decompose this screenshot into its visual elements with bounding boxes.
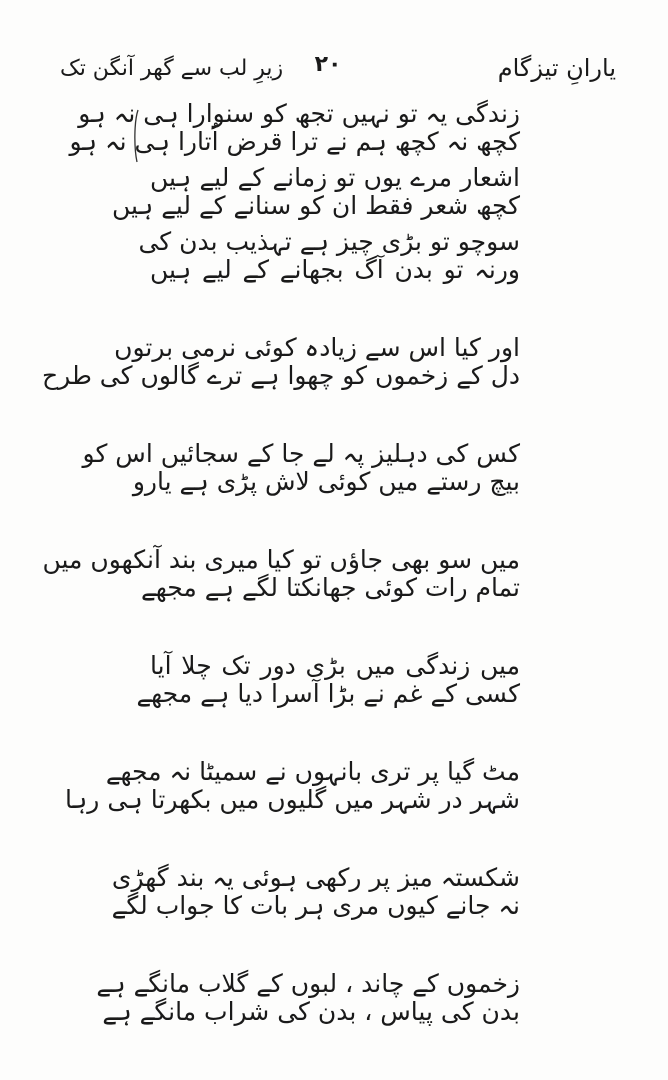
verse-line: زندگی یہ تو نہیں تجھ کو سنوارا ہی نہ ہو	[78, 99, 520, 128]
verse-line: میں زندگی میں بڑی دور تک چلا آیا	[150, 651, 520, 680]
verse-line: بیچ رستے میں کوئی لاش پڑی ہے یارو	[132, 467, 520, 496]
verse-line: زخموں کے چاند ، لبوں کے گلاب مانگے ہے	[96, 969, 520, 998]
poem-body	[42, 99, 520, 1026]
couplet	[82, 439, 520, 496]
couplet	[111, 863, 520, 920]
verse-line: سوچو تو بڑی چیز ہے تہذیب بدن کی	[138, 227, 520, 256]
verse-line: تمام رات کوئی جھانکتا لگے ہے مجھے	[141, 573, 520, 602]
page-number: ۲۰	[314, 52, 342, 77]
couplet	[136, 651, 520, 708]
couplet	[138, 227, 520, 284]
couplet	[65, 757, 520, 814]
verse-line: کس کی دہلیز پہ لے جا کے سجائیں اس کو	[82, 439, 520, 468]
couplet	[96, 969, 520, 1026]
verse-line: مٹ گیا پر تری بانہوں نے سمیٹا نہ مجھے	[105, 757, 520, 786]
verse-line: کچھ نہ کچھ ہم نے ترا قرض اُتارا ہی نہ ہو	[69, 127, 520, 156]
couplet	[42, 333, 520, 390]
poem-title: زیرِ لب سے گھر آنگن تک	[60, 56, 284, 81]
page-header	[60, 52, 616, 92]
book-title: یارانِ تیزگام	[497, 54, 616, 82]
verse-line: بدن کی پیاس ، بدن کی شراب مانگے ہے	[102, 997, 520, 1026]
verse-line: اور کیا اس سے زیادہ کوئی نرمی برتوں	[114, 333, 520, 362]
verse-line: دل کے زخموں کو چھوا ہے ترے گالوں کی طرح	[42, 361, 520, 390]
couplet	[112, 163, 520, 220]
couplet	[42, 545, 520, 602]
verse-line: شہر در شہر میں گلیوں میں بکھرتا ہی رہا	[65, 785, 520, 814]
verse-line: ورنہ تو بدن آگ بجھانے کے لیے ہیں	[150, 255, 520, 284]
verse-line: میں سو بھی جاؤں تو کیا میری بند آنکھوں میں	[42, 545, 520, 574]
verse-line: کسی کے غم نے بڑا آسرا دیا ہے مجھے	[136, 679, 520, 708]
verse-line: اشعار مرے یوں تو زمانے کے لیے ہیں	[150, 163, 520, 192]
verse-line: کچھ شعر فقط ان کو سنانے کے لیے ہیں	[112, 191, 520, 220]
verse-line: شکستہ میز پر رکھی ہوئی یہ بند گھڑی	[111, 863, 520, 892]
verse-line: نہ جانے کیوں مری ہر بات کا جواب لگے	[111, 891, 520, 920]
couplet	[69, 99, 520, 156]
